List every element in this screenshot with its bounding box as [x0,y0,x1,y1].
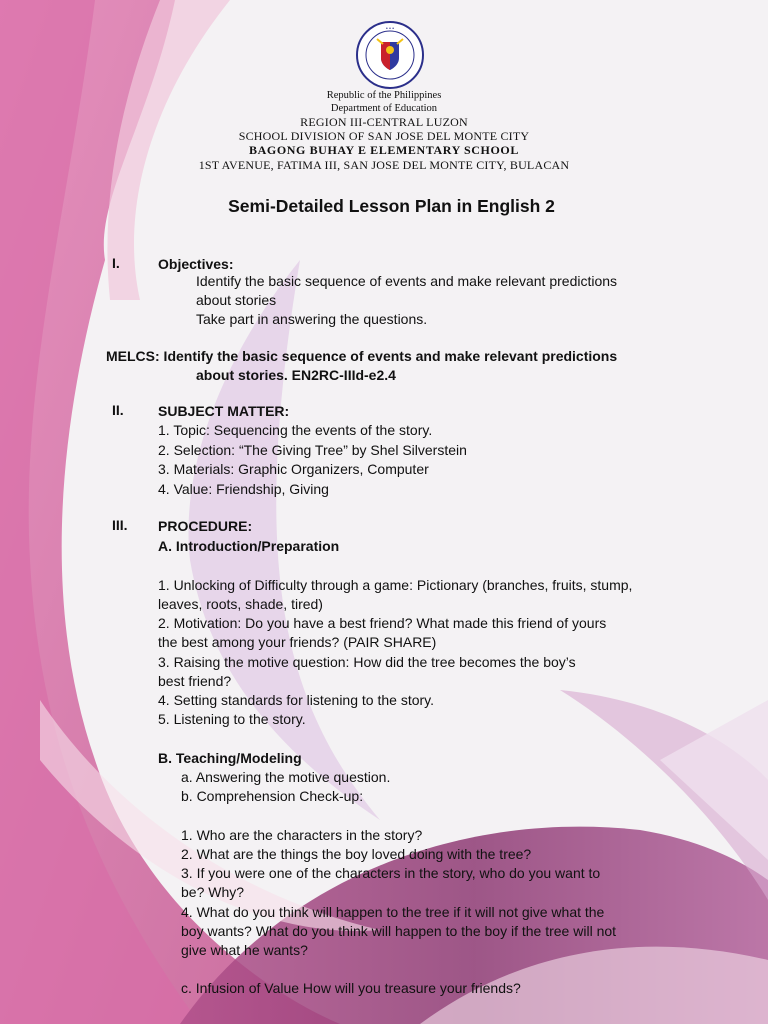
section-a-line: leaves, roots, shade, tired) [158,596,323,612]
document-title: Semi-Detailed Lesson Plan in English 2 [228,196,555,216]
subject-matter-item: 3. Materials: Graphic Organizers, Computer [158,461,429,477]
objective-line: Identify the basic sequence of events and make relevant predictions [196,273,618,289]
section-numeral-procedure: III. [112,517,128,533]
header-school-name: BAGONG BUHAY E ELEMENTARY SCHOOL [249,143,519,157]
section-a-line: 1. Unlocking of Difficulty through a game: Pictionary (branches, fruits, stump, [158,577,633,593]
objectives-heading: Objectives: [158,256,234,272]
section-a-line: the best among your friends? (PAIR SHARE) [158,634,437,650]
header-department: Department of Education [330,103,438,114]
section-b-line: give what he wants? [181,942,308,958]
section-b-line: c. Infusion of Value How will you treasure your friends? [181,980,521,996]
section-b-line: boy wants? What do you think will happen to the boy if the tree will not [181,923,617,939]
subject-matter-heading: SUBJECT MATTER: [158,403,290,419]
section-a-line: 2. Motivation: Do you have a best friend? What made this friend of yours [158,615,607,631]
melcs-line: about stories. EN2RC-IIId-e2.4 [196,367,396,383]
deped-seal-icon [355,20,425,90]
section-a-line: best friend? [158,673,232,689]
section-b-line: 1. Who are the characters in the story? [181,827,423,843]
header-republic: Republic of the Philippines [326,90,442,101]
section-b-line: 3. If you were one of the characters in the story, who do you want to [181,865,601,881]
subject-matter-item: 1. Topic: Sequencing the events of the story. [158,422,433,438]
section-a-line: 4. Setting standards for listening to the story. [158,692,435,708]
objective-line: Take part in answering the questions. [196,311,428,327]
melcs-line: MELCS: Identify the basic sequence of events and make relevant predictions [106,348,618,364]
section-b-heading: B. Teaching/Modeling [158,750,302,766]
section-numeral-objectives: I. [112,255,120,271]
section-b-line: 4. What do you think will happen to the tree if it will not give what the [181,904,605,920]
section-a-heading: A. Introduction/Preparation [158,538,340,554]
section-numeral-subject-matter: II. [112,402,124,418]
section-b-line: 2. What are the things the boy loved doing with the tree? [181,846,532,862]
section-a-line: 3. Raising the motive question: How did the tree becomes the boy’s [158,654,576,670]
subject-matter-item: 4. Value: Friendship, Giving [158,481,329,497]
procedure-heading: PROCEDURE: [158,518,253,534]
header-region: REGION III-CENTRAL LUZON [300,115,468,129]
section-b-line: be? Why? [181,884,245,900]
header-division: SCHOOL DIVISION OF SAN JOSE DEL MONTE CITY [238,129,530,143]
header-address: 1ST AVENUE, FATIMA III, SAN JOSE DEL MONTE CITY, BULACAN [198,158,570,172]
svg-text:• • •: • • • [385,26,395,32]
section-a-line: 5. Listening to the story. [158,711,306,727]
section-b-line: b. Comprehension Check-up: [181,788,364,804]
section-b-line: a. Answering the motive question. [181,769,391,785]
subject-matter-item: 2. Selection: “The Giving Tree” by Shel Silverstein [158,442,467,458]
objective-line: about stories [196,292,277,308]
